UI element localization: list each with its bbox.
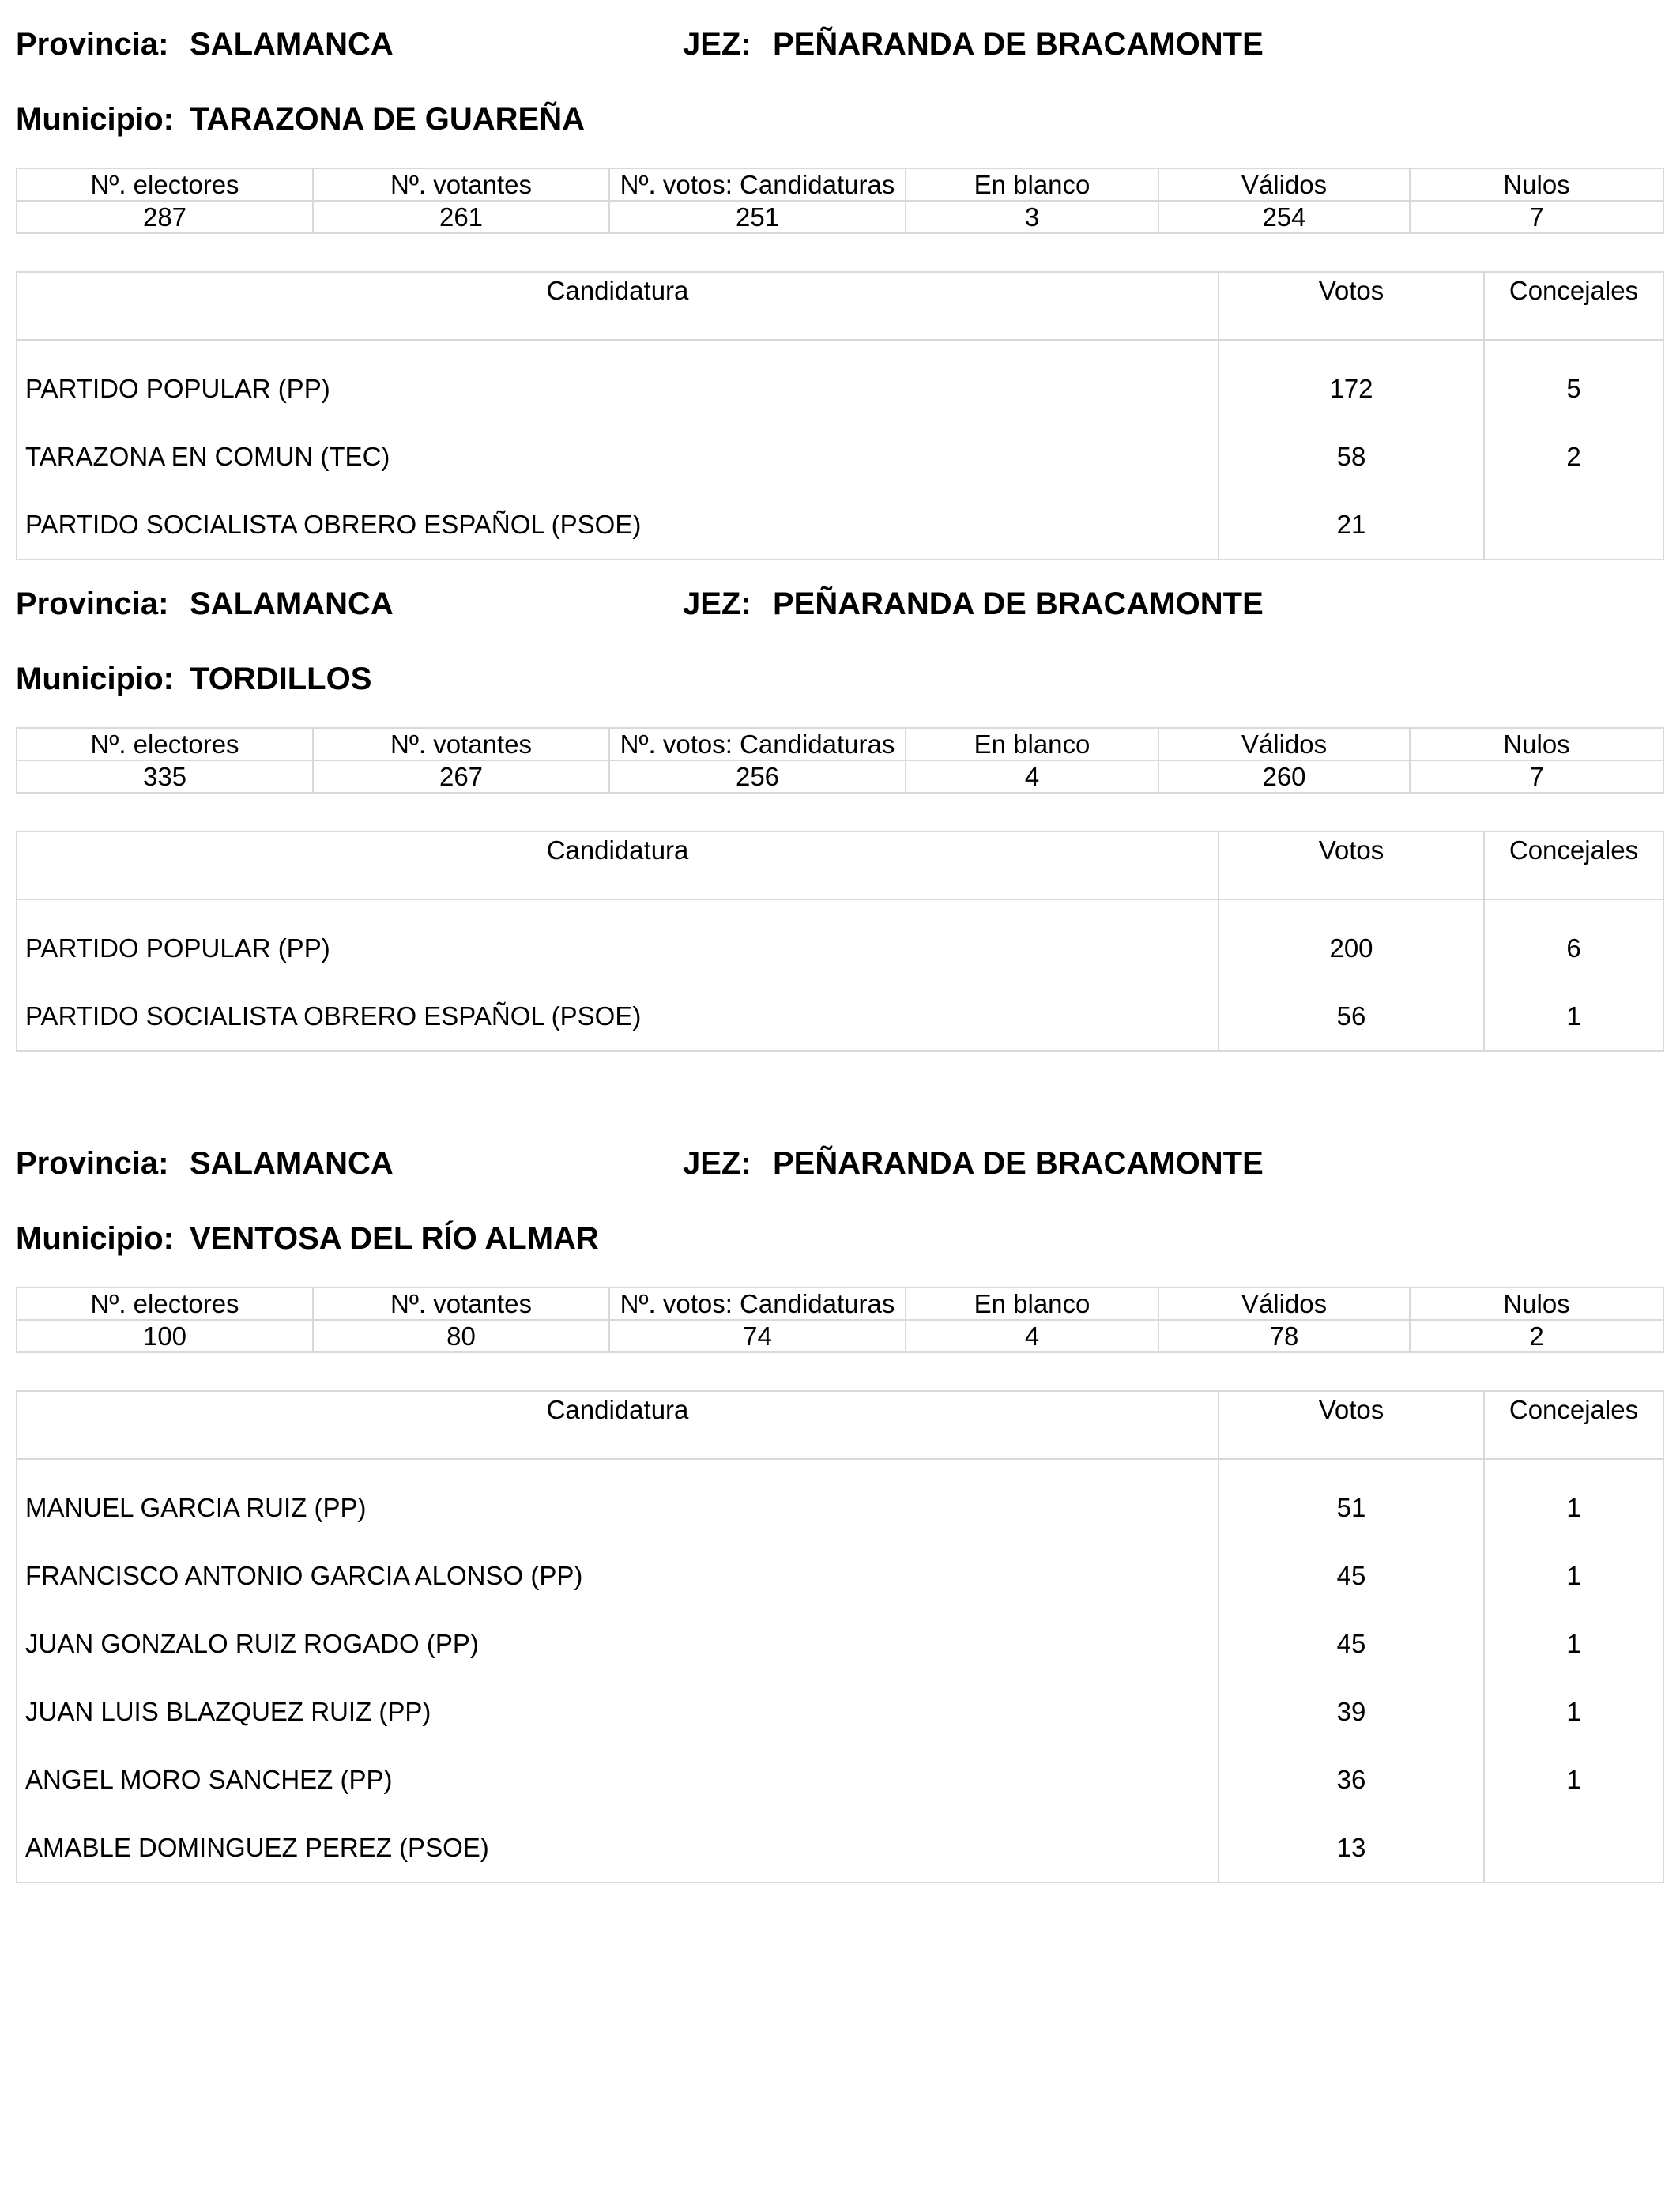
stat-value: 7 [1410,760,1663,793]
votos-value: 39 [1219,1678,1484,1746]
stats-header-row [17,1287,1663,1320]
candidatura-name: FRANCISCO ANTONIO GARCIA ALONSO (PP) [17,1542,1219,1610]
provincia-label: Provincia: [16,1146,169,1181]
jez-value: PEÑARANDA DE BRACAMONTE [773,586,1264,621]
stats-value-row [17,760,1663,793]
municipio-label: Municipio: [16,1221,174,1256]
stat-value: 78 [1158,1320,1410,1352]
table-row [17,914,1663,982]
jez-value: PEÑARANDA DE BRACAMONTE [773,1146,1264,1181]
stat-value: 260 [1158,760,1410,793]
candidaturas-header-row [17,272,1663,340]
candidatura-header: Candidatura [17,272,1219,340]
candidatura-name: MANUEL GARCIA RUIZ (PP) [17,1474,1219,1542]
votos-header: Votos [1219,1391,1484,1459]
votos-value: 56 [1219,982,1484,1051]
candidatura-name: AMABLE DOMINGUEZ PEREZ (PSOE) [17,1814,1219,1883]
jez-label: JEZ: [683,27,751,62]
candidaturas-table [16,831,1664,1052]
provincia-label: Provincia: [16,586,169,621]
stat-header: Nº. electores [17,168,313,201]
table-row [17,1678,1663,1746]
provincia-value: SALAMANCA [190,1146,394,1181]
stat-header: Nulos [1410,168,1663,201]
provincia-value: SALAMANCA [190,27,394,62]
table-row [17,423,1663,491]
stat-value: 4 [906,1320,1158,1352]
municipio-value: TARAZONA DE GUAREÑA [190,102,585,137]
stat-header: Nº. votantes [313,728,609,760]
candidaturas-header-row [17,831,1663,899]
table-row [17,355,1663,423]
stat-header: Nº. votantes [313,168,609,201]
stat-value: 7 [1410,201,1663,233]
candidatura-name: PARTIDO SOCIALISTA OBRERO ESPAÑOL (PSOE) [17,982,1219,1051]
provincia-jez-header [0,1140,1680,1187]
stat-value: 4 [906,760,1158,793]
concejales-value: 1 [1484,1678,1663,1746]
provincia-jez-header [0,21,1680,68]
stat-header: Nº. electores [17,728,313,760]
stat-value: 100 [17,1320,313,1352]
votos-value: 13 [1219,1814,1484,1883]
stat-value: 287 [17,201,313,233]
jez-label: JEZ: [683,586,751,621]
stats-table [16,1287,1664,1353]
votos-header: Votos [1219,272,1484,340]
stats-value-row [17,1320,1663,1352]
table-row [17,491,1663,560]
table-row [17,982,1663,1051]
concejales-value: 2 [1484,423,1663,491]
municipio-label: Municipio: [16,662,174,696]
spacer-row [17,899,1663,914]
municipio-label: Municipio: [16,102,174,137]
votos-value: 172 [1219,355,1484,423]
candidatura-header: Candidatura [17,1391,1219,1459]
stat-header: En blanco [906,1287,1158,1320]
candidatura-name: PARTIDO POPULAR (PP) [17,355,1219,423]
table-row [17,1814,1663,1883]
votos-value: 45 [1219,1610,1484,1678]
concejales-value: 1 [1484,1746,1663,1814]
stat-value: 3 [906,201,1158,233]
candidatura-name: JUAN GONZALO RUIZ ROGADO (PP) [17,1610,1219,1678]
concejales-value: 5 [1484,355,1663,423]
stat-header: Nulos [1410,1287,1663,1320]
stats-header-row [17,728,1663,760]
municipio-header [0,1215,1680,1262]
concejales-value: 1 [1484,1474,1663,1542]
candidaturas-table [16,271,1664,560]
concejales-header: Concejales [1484,1391,1663,1459]
stat-header: Nº. votantes [313,1287,609,1320]
jez-value: PEÑARANDA DE BRACAMONTE [773,27,1264,62]
spacer-row [17,1459,1663,1474]
municipio-header [0,655,1680,703]
municipio-value: VENTOSA DEL RÍO ALMAR [190,1221,599,1256]
votos-value: 45 [1219,1542,1484,1610]
stats-header-row [17,168,1663,201]
stat-header: Nº. votos: Candidaturas [609,1287,906,1320]
concejales-value: 6 [1484,914,1663,982]
municipio-value: TORDILLOS [190,662,372,696]
table-row [17,1474,1663,1542]
stat-header: En blanco [906,168,1158,201]
jez-label: JEZ: [683,1146,751,1181]
candidatura-name: TARAZONA EN COMUN (TEC) [17,423,1219,491]
stat-value: 251 [609,201,906,233]
candidatura-header: Candidatura [17,831,1219,899]
provincia-value: SALAMANCA [190,586,394,621]
concejales-value: 1 [1484,1610,1663,1678]
stat-value: 2 [1410,1320,1663,1352]
stats-table [16,168,1664,234]
concejales-value: 1 [1484,982,1663,1051]
table-row [17,1746,1663,1814]
candidatura-name: ANGEL MORO SANCHEZ (PP) [17,1746,1219,1814]
concejales-header: Concejales [1484,831,1663,899]
table-row [17,1610,1663,1678]
stat-header: Nº. electores [17,1287,313,1320]
stat-header: Nº. votos: Candidaturas [609,168,906,201]
stat-header: En blanco [906,728,1158,760]
provincia-label: Provincia: [16,27,169,62]
municipio-header [0,96,1680,143]
stat-value: 254 [1158,201,1410,233]
votos-value: 58 [1219,423,1484,491]
candidatura-name: PARTIDO POPULAR (PP) [17,914,1219,982]
concejales-value [1484,1814,1663,1883]
stat-value: 267 [313,760,609,793]
concejales-header: Concejales [1484,272,1663,340]
candidaturas-table [16,1390,1664,1883]
stat-value: 335 [17,760,313,793]
votos-value: 51 [1219,1474,1484,1542]
stat-header: Nº. votos: Candidaturas [609,728,906,760]
stat-value: 261 [313,201,609,233]
candidatura-name: JUAN LUIS BLAZQUEZ RUIZ (PP) [17,1678,1219,1746]
votos-header: Votos [1219,831,1484,899]
concejales-value [1484,491,1663,560]
stat-header: Válidos [1158,1287,1410,1320]
stats-value-row [17,201,1663,233]
spacer-row [17,340,1663,355]
stat-value: 256 [609,760,906,793]
concejales-value: 1 [1484,1542,1663,1610]
votos-value: 200 [1219,914,1484,982]
stat-header: Válidos [1158,728,1410,760]
votos-value: 21 [1219,491,1484,560]
provincia-jez-header [0,580,1680,628]
candidatura-name: PARTIDO SOCIALISTA OBRERO ESPAÑOL (PSOE) [17,491,1219,560]
stats-table [16,727,1664,794]
stat-value: 80 [313,1320,609,1352]
table-row [17,1542,1663,1610]
candidaturas-header-row [17,1391,1663,1459]
stat-value: 74 [609,1320,906,1352]
stat-header: Válidos [1158,168,1410,201]
stat-header: Nulos [1410,728,1663,760]
votos-value: 36 [1219,1746,1484,1814]
